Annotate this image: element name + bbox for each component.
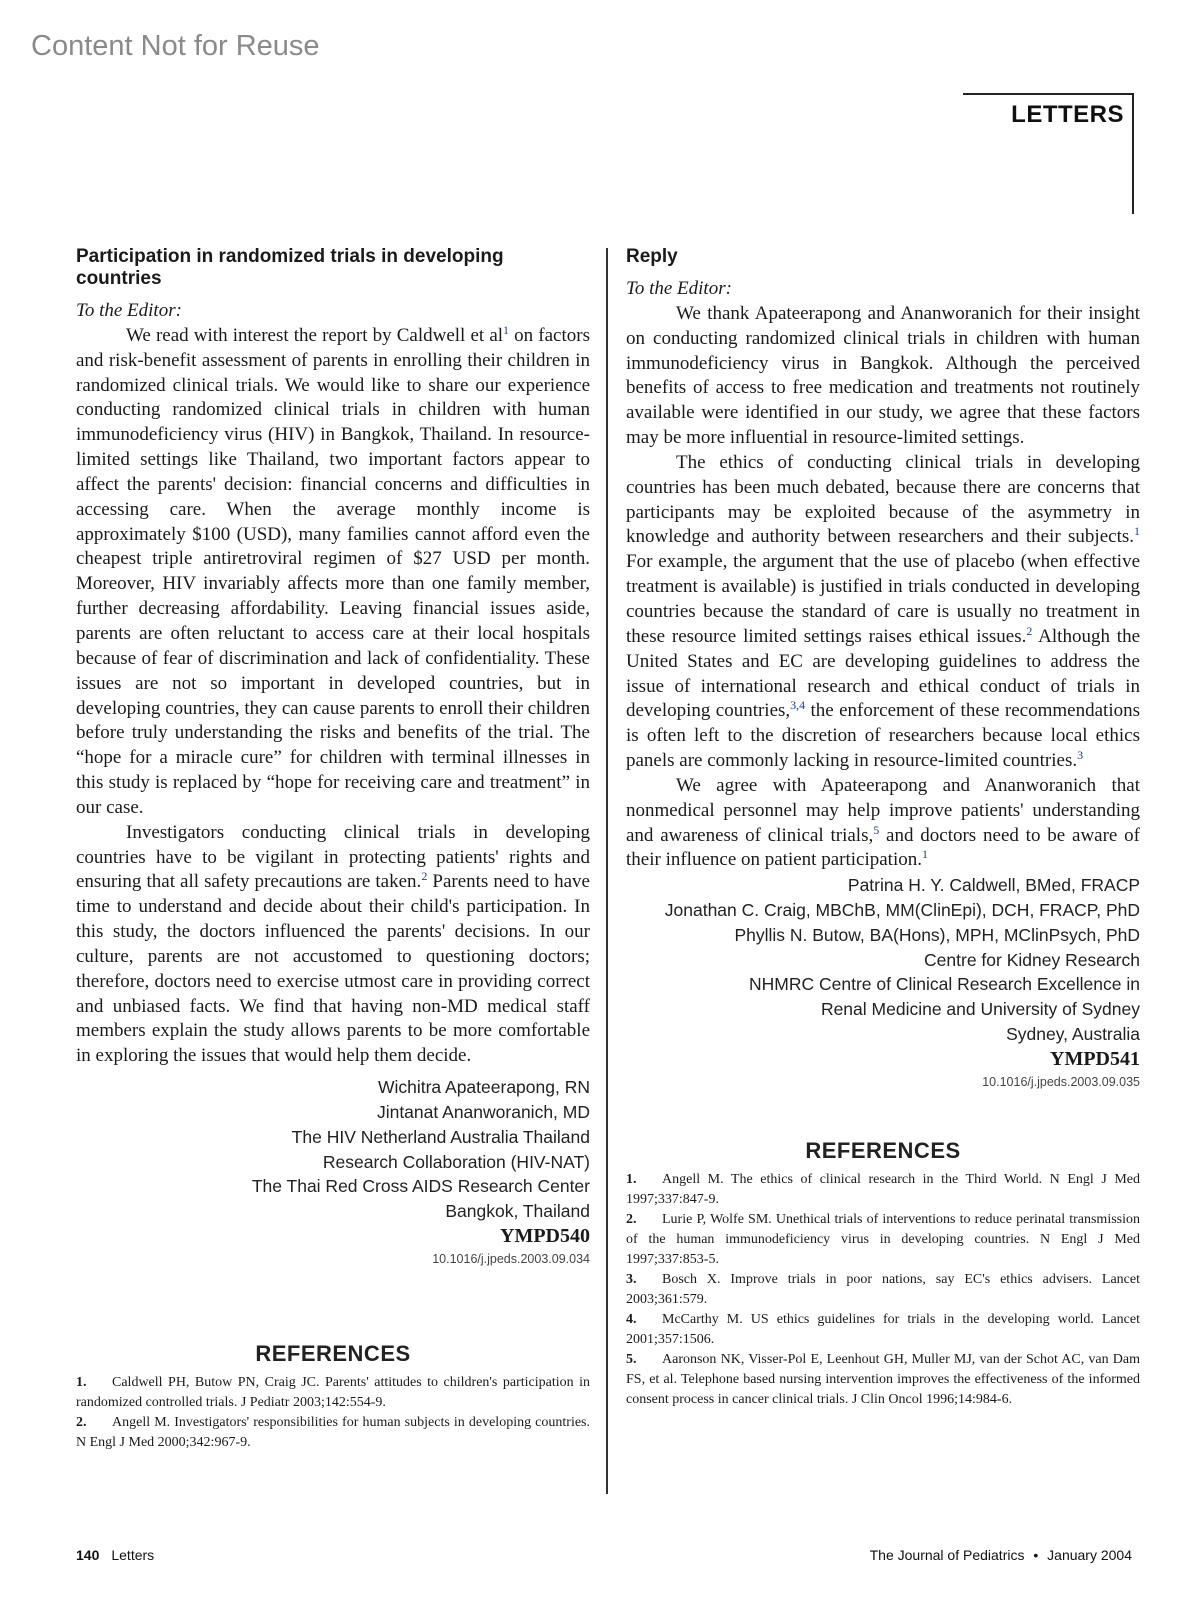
left-signature bbox=[76, 1075, 590, 1224]
right-paragraph-2 bbox=[626, 451, 1140, 774]
left-signature-line: Wichitra Apateerapong, RN bbox=[377, 1077, 590, 1098]
left-signature-line: Bangkok, Thailand bbox=[445, 1201, 590, 1222]
paragraph-text: We agree with Apateerapong and Ananworanich that nonmedical personnel may help improve patients' understanding and awareness of clinical trials, bbox=[626, 774, 1140, 846]
left-paragraph-2 bbox=[76, 821, 590, 1069]
left-signature-line: The Thai Red Cross AIDS Research Center bbox=[251, 1176, 590, 1197]
left-references-list bbox=[76, 1373, 590, 1453]
reference-item bbox=[76, 1413, 590, 1453]
reference-number: 1. bbox=[626, 1171, 637, 1187]
paragraph-text: the enforcement of these recommendations is often left to the discretion of researchers because local ethics panels are commonly lacking in resource-limited countries. bbox=[626, 700, 1140, 772]
watermark-text: Content Not for Reuse bbox=[31, 30, 320, 62]
left-article-title: Participation in randomized trials in developing countries bbox=[76, 246, 504, 289]
footer-right bbox=[870, 1547, 1132, 1563]
reference-text: McCarthy M. US ethics guidelines for trials in the developing world. Lancet 2001;357:1506. bbox=[626, 1311, 1140, 1347]
right-doi: 10.1016/j.jpeds.2003.09.035 bbox=[982, 1074, 1140, 1089]
paragraph-text: The ethics of conducting clinical trials in developing countries has been much debated, because there are concerns that participants may be exploited because of the asymmetry in knowledge and authority between researchers and their subjects. bbox=[626, 451, 1140, 548]
journal-name: The Journal of Pediatrics bbox=[869, 1547, 1025, 1563]
reference-text: Caldwell PH, Butow PN, Craig JC. Parents' attitudes to children's participation in randomized controlled trials. J Pediatr 2003;142:554-9. bbox=[76, 1374, 590, 1410]
reference-text: Bosch X. Improve trials in poor nations, say EC's ethics advisers. Lancet 2003;361:579. bbox=[626, 1271, 1140, 1307]
reference-number: 2. bbox=[626, 1211, 637, 1227]
paragraph-text: and doctors need to be aware of their influence on patient participation. bbox=[626, 824, 1140, 871]
reference-text: Angell M. Investigators' responsibilities for human subjects in developing countries. N Engl J Med 2000;342:967-9. bbox=[76, 1414, 590, 1450]
right-reply-column bbox=[626, 246, 1140, 1410]
reference-item bbox=[76, 1373, 590, 1413]
reference-number: 1. bbox=[76, 1374, 87, 1390]
right-signature-line: Patrina H. Y. Caldwell, BMed, FRACP bbox=[847, 875, 1140, 896]
citation-superscript: 3 bbox=[1077, 748, 1084, 763]
citation-superscript: 2 bbox=[1026, 623, 1033, 638]
left-paragraph-1 bbox=[76, 324, 590, 821]
reference-item bbox=[626, 1170, 1140, 1210]
left-signature-line: Research Collaboration (HIV-NAT) bbox=[322, 1151, 590, 1172]
page-number: 140 bbox=[76, 1547, 100, 1563]
reference-item bbox=[626, 1350, 1140, 1410]
left-article-code: YMPD540 bbox=[500, 1224, 590, 1247]
right-salutation: To the Editor: bbox=[626, 278, 732, 299]
section-label: LETTERS bbox=[1011, 101, 1124, 128]
paragraph-text: Investigators conducting clinical trials in developing countries have to be vigilant in protecting patients' rights and ensuring that all safety precautions are taken. bbox=[76, 821, 590, 893]
citation-superscript: 1 bbox=[921, 847, 928, 862]
right-references-heading: REFERENCES bbox=[805, 1137, 961, 1163]
paragraph-text: Parents need to have time to understand and decide about their child's participation. In this study, the doctors influenced the parents' decisions. In our culture, parents are not accustomed to questioning doctors; therefore, doctors need to exercise utmost care in providing correct and unbiased facts. We find that having non-MD medical staff members explain the study allows parents to be more comfortable in exploring the issues that would help them decide. bbox=[76, 871, 590, 1067]
reference-number: 5. bbox=[626, 1351, 637, 1367]
paragraph-text: For example, the argument that the use of placebo (when effective treatment is available) is justified in trials conducted in developing countries because the standard of care is usually no treatment in these resource limited settings raises ethical issues. bbox=[626, 551, 1140, 647]
citation-superscript: 1 bbox=[503, 322, 510, 337]
left-letter-column bbox=[76, 246, 590, 1453]
right-body bbox=[626, 302, 1140, 873]
right-article-code: YMPD541 bbox=[1050, 1047, 1140, 1070]
left-signature-line: Jintanat Ananworanich, MD bbox=[376, 1101, 590, 1122]
right-paragraph-3 bbox=[626, 774, 1140, 873]
footer-left bbox=[76, 1547, 154, 1563]
right-signature-line: Renal Medicine and University of Sydney bbox=[820, 999, 1140, 1020]
paragraph-text: We thank Apateerapong and Ananworanich for their insight on conducting randomized clinical trials in children with human immunodeficiency virus in Bangkok. Although the perceived benefits of access to free medication and treatments not routinely available were identified in our study, we agree that these factors may be more influential in resource-limited settings. bbox=[626, 302, 1140, 449]
issue-date: January 2004 bbox=[1047, 1547, 1132, 1563]
footer-separator: • bbox=[1033, 1547, 1039, 1563]
citation-superscript: 1 bbox=[1134, 524, 1140, 539]
reference-text: Aaronson NK, Visser-Pol E, Leenhout GH, Muller MJ, van der Schot AC, van Dam FS, et al. Telephone based nursing intervention improves the effectiveness of the informed consent process in cancer clinical trials. J Clin Oncol 1996;14:984-6. bbox=[626, 1351, 1140, 1407]
paragraph-text: Although the United States and EC are developing guidelines to address the issue of international research and ethical conduct of trials in developing countries, bbox=[626, 625, 1141, 722]
right-references-list bbox=[626, 1170, 1140, 1410]
citation-superscript: 5 bbox=[873, 822, 880, 837]
reference-text: Angell M. The ethics of clinical research in the Third World. N Engl J Med 1997;337:847-9. bbox=[626, 1171, 1140, 1207]
left-references-heading: REFERENCES bbox=[255, 1340, 411, 1366]
citation-superscript: 3,4 bbox=[790, 698, 806, 713]
reference-item bbox=[626, 1310, 1140, 1350]
section-header-box bbox=[963, 93, 1134, 214]
reference-number: 2. bbox=[76, 1414, 87, 1430]
reference-item bbox=[626, 1210, 1140, 1270]
column-divider bbox=[606, 248, 608, 1494]
left-signature-line: The HIV Netherland Australia Thailand bbox=[291, 1126, 590, 1147]
right-signature-line: NHMRC Centre of Clinical Research Excellence in bbox=[749, 974, 1140, 995]
right-paragraph-1 bbox=[626, 302, 1140, 451]
left-doi: 10.1016/j.jpeds.2003.09.034 bbox=[432, 1251, 590, 1266]
right-signature bbox=[626, 873, 1140, 1047]
right-signature-line: Phyllis N. Butow, BA(Hons), MPH, MClinPsych, PhD bbox=[734, 924, 1140, 945]
left-body bbox=[76, 324, 590, 1069]
right-article-title: Reply bbox=[626, 246, 678, 267]
right-signature-line: Jonathan C. Craig, MBChB, MM(ClinEpi), DCH, FRACP, PhD bbox=[664, 900, 1140, 921]
right-signature-line: Sydney, Australia bbox=[1006, 1024, 1140, 1045]
reference-number: 3. bbox=[626, 1271, 637, 1287]
reference-text: Lurie P, Wolfe SM. Unethical trials of interventions to reduce perinatal transmission of the human immunodeficiency virus in developing countries. N Engl J Med 1997;337:853-5. bbox=[626, 1211, 1140, 1267]
left-salutation: To the Editor: bbox=[76, 300, 182, 321]
paragraph-text: We read with interest the report by Caldwell et al bbox=[126, 324, 504, 346]
right-signature-line: Centre for Kidney Research bbox=[924, 949, 1140, 970]
footer-section: Letters bbox=[111, 1547, 155, 1563]
paragraph-text: on factors and risk-benefit assessment of parents in enrolling their children in randomized clinical trials. We would like to share our experience conducting randomized clinical trials in children with human immunodeficiency virus (HIV) in Bangkok, Thailand. In resource-limited settings like Thailand, two important factors appear to affect the parents' decision: financial concerns and difficulties in accessing care. When the average monthly income is approximately $100 (USD), many families cannot afford even the cheapest triple antiretroviral regimen of $27 USD per month. Moreover, HIV invariably affects more than one family member, further decreasing affordability. Leaving financial issues aside, parents are often reluctant to access care at their local hospitals because of fear of discrimination and lack of confidentiality. These issues are not so important in developed countries, but in developing countries, they can cause parents to enroll their children before truly understanding the risks and benefits of the trial. The “hope for a miracle cure” for children with terminal illnesses in this study is replaced by “hope for receiving care and treatment” in our case. bbox=[76, 324, 590, 818]
citation-superscript: 2 bbox=[421, 869, 428, 884]
reference-item bbox=[626, 1270, 1140, 1310]
reference-number: 4. bbox=[626, 1311, 637, 1327]
